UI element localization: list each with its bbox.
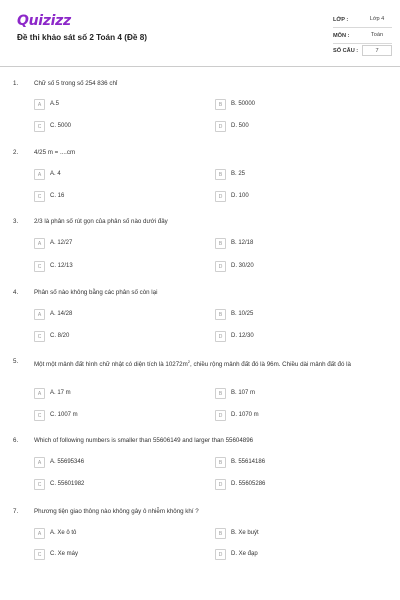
- question-text-part: , chiều rộng mảnh đất đó là 96m. Chiều dài mảnh đất đó là: [190, 361, 351, 369]
- option-letter-box: C: [34, 549, 45, 560]
- option-letter-box: D: [215, 121, 226, 132]
- option-text: C. 16: [50, 193, 65, 199]
- option-text: B. 107 m: [231, 390, 256, 396]
- question-number: 1.: [13, 80, 19, 87]
- option-text: D. 1070 m: [231, 412, 259, 418]
- option-letter-box: C: [34, 191, 45, 202]
- option-letter-box: B: [215, 528, 226, 539]
- option-text: C. 55601982: [50, 481, 85, 487]
- option-letter-box: C: [34, 479, 45, 490]
- option-letter-box: A: [34, 169, 45, 180]
- meta-label-grade: LỚP :: [333, 17, 349, 23]
- option-letter-box: A: [34, 309, 45, 320]
- option-text: B. 10/25: [231, 311, 254, 317]
- option-letter-box: D: [215, 191, 226, 202]
- option-text: A. 55695346: [50, 459, 85, 465]
- worksheet-header: [0, 0, 400, 66]
- option-text: C. 1007 m: [50, 412, 78, 418]
- option-letter-box: B: [215, 457, 226, 468]
- option-letter-box: B: [215, 388, 226, 399]
- option-letter-box: B: [215, 99, 226, 110]
- meta-value-grade: Lớp 4: [369, 16, 385, 22]
- header-divider: [0, 66, 400, 67]
- option-text: D. 12/30: [231, 333, 254, 339]
- option-text: A. 17 m: [50, 390, 71, 396]
- option-text: A. 12/27: [50, 240, 73, 246]
- option-text: D. 500: [231, 123, 249, 129]
- question-text: 2/3 là phân số rút gọn của phân số nào dưới đây: [34, 218, 168, 225]
- question-text: Phương tiện giao thông nào không gây ô nhiễm không khí ?: [34, 508, 199, 515]
- option-text: C. Xe máy: [50, 551, 79, 557]
- option-text: D. 55605286: [231, 481, 266, 487]
- question-number: 4.: [13, 289, 19, 296]
- meta-value-count: 7: [362, 45, 392, 56]
- meta-divider: [333, 43, 392, 44]
- quiz-title: Đề thi khảo sát số 2 Toán 4 (Đề 8): [17, 33, 147, 42]
- question-text: Phân số nào không bằng các phân số còn lại: [34, 289, 158, 296]
- question-number: 3.: [13, 218, 19, 225]
- option-letter-box: D: [215, 479, 226, 490]
- question-number: 2.: [13, 149, 19, 156]
- option-text: B. 25: [231, 171, 246, 177]
- quizizz-logo: Quizizz: [17, 13, 71, 29]
- area-unit-exponent: 2: [187, 359, 190, 364]
- question-text: [34, 358, 390, 369]
- question-number: 7.: [13, 508, 19, 515]
- option-text: A.5: [50, 101, 60, 107]
- option-letter-box: B: [215, 238, 226, 249]
- option-letter-box: A: [34, 238, 45, 249]
- option-text: C. 5000: [50, 123, 72, 129]
- question-text: 4/25 m = ....cm: [34, 149, 76, 156]
- option-text: D. 30/20: [231, 263, 254, 269]
- option-text: B. Xe buýt: [231, 530, 259, 536]
- option-text: A. Xe ô tô: [50, 530, 77, 536]
- option-letter-box: C: [34, 121, 45, 132]
- option-text: B. 12/18: [231, 240, 254, 246]
- question-number: 6.: [13, 437, 19, 444]
- option-letter-box: C: [34, 410, 45, 421]
- option-letter-box: D: [215, 261, 226, 272]
- option-letter-box: C: [34, 261, 45, 272]
- option-text: D. Xe đạp: [231, 551, 258, 557]
- option-text: A. 4: [50, 171, 61, 177]
- option-letter-box: D: [215, 410, 226, 421]
- question-text: Chữ số 5 trong số 254 836 chỉ: [34, 80, 118, 87]
- option-letter-box: D: [215, 549, 226, 560]
- meta-divider: [333, 27, 392, 28]
- option-text: A. 14/28: [50, 311, 73, 317]
- option-letter-box: A: [34, 457, 45, 468]
- question-number: 5.: [13, 358, 19, 365]
- meta-label-count: SỐ CÂU :: [333, 48, 359, 54]
- area-unit: m: [182, 361, 188, 369]
- option-letter-box: A: [34, 99, 45, 110]
- option-letter-box: D: [215, 331, 226, 342]
- option-letter-box: A: [34, 388, 45, 399]
- question-text-part: Một một mảnh đất hình chữ nhật có diện tích là 10272: [34, 361, 183, 369]
- meta-value-subject: Toán: [370, 32, 384, 38]
- option-text: D. 100: [231, 193, 249, 199]
- option-letter-box: B: [215, 309, 226, 320]
- question-text: Which of following numbers is smaller than 55606149 and larger than 55604896: [34, 437, 254, 444]
- meta-label-subject: MÔN :: [333, 33, 350, 39]
- option-text: C. 12/13: [50, 263, 73, 269]
- option-text: C. 8/20: [50, 333, 70, 339]
- option-letter-box: B: [215, 169, 226, 180]
- option-text: B. 55614186: [231, 459, 266, 465]
- option-letter-box: A: [34, 528, 45, 539]
- option-letter-box: C: [34, 331, 45, 342]
- option-text: B. 50000: [231, 101, 256, 107]
